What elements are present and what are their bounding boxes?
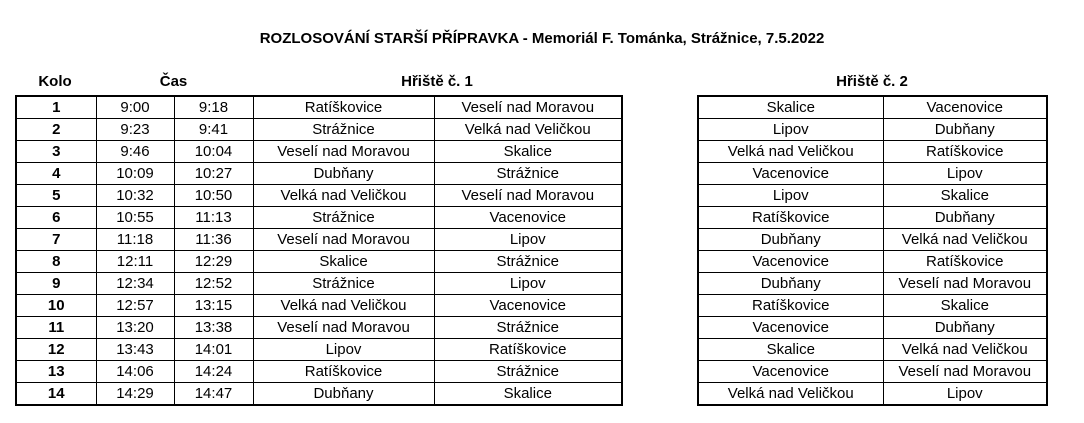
start-time: 10:09: [96, 163, 174, 185]
home-team: Ratíškovice: [698, 295, 883, 317]
away-team: Veselí nad Moravou: [883, 273, 1047, 295]
table-row: [698, 361, 1047, 383]
table-row: [16, 207, 622, 229]
round-number: 5: [16, 185, 96, 207]
away-team: Skalice: [883, 295, 1047, 317]
start-time: 12:11: [96, 251, 174, 273]
home-team: Velká nad Veličkou: [253, 185, 434, 207]
start-time: 9:00: [96, 96, 174, 119]
away-team: Lipov: [883, 163, 1047, 185]
table-row: [698, 251, 1047, 273]
home-team: Dubňany: [698, 273, 883, 295]
end-time: 14:24: [174, 361, 253, 383]
end-time: 11:13: [174, 207, 253, 229]
away-team: Lipov: [434, 229, 622, 251]
home-team: Dubňany: [253, 383, 434, 406]
away-team: Lipov: [883, 383, 1047, 406]
home-team: Ratíškovice: [698, 207, 883, 229]
home-team: Strážnice: [253, 119, 434, 141]
end-time: 14:01: [174, 339, 253, 361]
hriste2-header: Hřiště č. 2: [836, 73, 908, 90]
table-row: [698, 96, 1047, 119]
start-time: 12:34: [96, 273, 174, 295]
table-row: [16, 141, 622, 163]
page-title: ROZLOSOVÁNÍ STARŠÍ PŘÍPRAVKA - Memoriál F. Tománka, Strážnice, 7.5.2022: [259, 30, 825, 47]
home-team: Skalice: [698, 96, 883, 119]
away-team: Velká nad Veličkou: [434, 119, 622, 141]
home-team: Skalice: [698, 339, 883, 361]
end-time: 9:18: [174, 96, 253, 119]
home-team: Lipov: [698, 119, 883, 141]
table-row: [698, 229, 1047, 251]
start-time: 10:55: [96, 207, 174, 229]
table-row: [16, 163, 622, 185]
table-row: [16, 119, 622, 141]
away-team: Skalice: [434, 141, 622, 163]
away-team: Strážnice: [434, 251, 622, 273]
round-number: 12: [16, 339, 96, 361]
end-time: 14:47: [174, 383, 253, 406]
away-team: Strážnice: [434, 361, 622, 383]
table-row: [698, 207, 1047, 229]
home-team: Dubňany: [253, 163, 434, 185]
away-team: Vacenovice: [883, 96, 1047, 119]
home-team: Ratíškovice: [253, 96, 434, 119]
round-number: 1: [16, 96, 96, 119]
start-time: 10:32: [96, 185, 174, 207]
round-number: 14: [16, 383, 96, 406]
home-team: Veselí nad Moravou: [253, 229, 434, 251]
home-team: Veselí nad Moravou: [253, 317, 434, 339]
end-time: 9:41: [174, 119, 253, 141]
round-number: 13: [16, 361, 96, 383]
table-row: [698, 119, 1047, 141]
round-number: 2: [16, 119, 96, 141]
table-row: [698, 339, 1047, 361]
start-time: 14:06: [96, 361, 174, 383]
end-time: 12:52: [174, 273, 253, 295]
round-number: 9: [16, 273, 96, 295]
end-time: 10:50: [174, 185, 253, 207]
away-team: Strážnice: [434, 163, 622, 185]
table-row: [698, 185, 1047, 207]
round-number: 10: [16, 295, 96, 317]
home-team: Veselí nad Moravou: [253, 141, 434, 163]
away-team: Ratíškovice: [434, 339, 622, 361]
away-team: Vacenovice: [434, 207, 622, 229]
away-team: Vacenovice: [434, 295, 622, 317]
hriste1-header: Hřiště č. 1: [401, 73, 473, 90]
round-number: 6: [16, 207, 96, 229]
away-team: Velká nad Veličkou: [883, 229, 1047, 251]
table-row: [16, 383, 622, 406]
home-team: Lipov: [253, 339, 434, 361]
home-team: Vacenovice: [698, 163, 883, 185]
table-row: [698, 163, 1047, 185]
end-time: 13:38: [174, 317, 253, 339]
away-team: Ratíškovice: [883, 141, 1047, 163]
away-team: Velká nad Veličkou: [883, 339, 1047, 361]
round-number: 11: [16, 317, 96, 339]
home-team: Strážnice: [253, 273, 434, 295]
table-row: [16, 295, 622, 317]
away-team: Dubňany: [883, 119, 1047, 141]
start-time: 9:46: [96, 141, 174, 163]
home-team: Strážnice: [253, 207, 434, 229]
table-row: [16, 251, 622, 273]
start-time: 13:20: [96, 317, 174, 339]
away-team: Veselí nad Moravou: [883, 361, 1047, 383]
table-row: [16, 229, 622, 251]
home-team: Velká nad Veličkou: [698, 141, 883, 163]
start-time: 13:43: [96, 339, 174, 361]
home-team: Ratíškovice: [253, 361, 434, 383]
away-team: Lipov: [434, 273, 622, 295]
round-number: 3: [16, 141, 96, 163]
round-number: 7: [16, 229, 96, 251]
table-row: [698, 295, 1047, 317]
away-team: Skalice: [434, 383, 622, 406]
start-time: 11:18: [96, 229, 174, 251]
home-team: Vacenovice: [698, 361, 883, 383]
end-time: 11:36: [174, 229, 253, 251]
end-time: 12:29: [174, 251, 253, 273]
away-team: Strážnice: [434, 317, 622, 339]
end-time: 10:27: [174, 163, 253, 185]
hriste1-schedule-table: [15, 95, 623, 406]
table-row: [16, 185, 622, 207]
table-row: [698, 273, 1047, 295]
table-row: [16, 361, 622, 383]
table-row: [698, 141, 1047, 163]
home-team: Velká nad Veličkou: [698, 383, 883, 406]
table-row: [16, 273, 622, 295]
home-team: Dubňany: [698, 229, 883, 251]
away-team: Ratíškovice: [883, 251, 1047, 273]
away-team: Dubňany: [883, 317, 1047, 339]
start-time: 14:29: [96, 383, 174, 406]
away-team: Veselí nad Moravou: [434, 96, 622, 119]
table-row: [16, 339, 622, 361]
home-team: Vacenovice: [698, 317, 883, 339]
table-row: [16, 96, 622, 119]
round-number: 8: [16, 251, 96, 273]
round-number: 4: [16, 163, 96, 185]
cas-header: Čas: [159, 73, 188, 90]
home-team: Velká nad Veličkou: [253, 295, 434, 317]
home-team: Lipov: [698, 185, 883, 207]
home-team: Vacenovice: [698, 251, 883, 273]
end-time: 10:04: [174, 141, 253, 163]
start-time: 9:23: [96, 119, 174, 141]
table-row: [698, 383, 1047, 406]
home-team: Skalice: [253, 251, 434, 273]
away-team: Dubňany: [883, 207, 1047, 229]
start-time: 12:57: [96, 295, 174, 317]
away-team: Veselí nad Moravou: [434, 185, 622, 207]
table-row: [16, 317, 622, 339]
table-row: [698, 317, 1047, 339]
end-time: 13:15: [174, 295, 253, 317]
away-team: Skalice: [883, 185, 1047, 207]
hriste2-schedule-table: [697, 95, 1048, 406]
kolo-header: Kolo: [38, 73, 72, 90]
